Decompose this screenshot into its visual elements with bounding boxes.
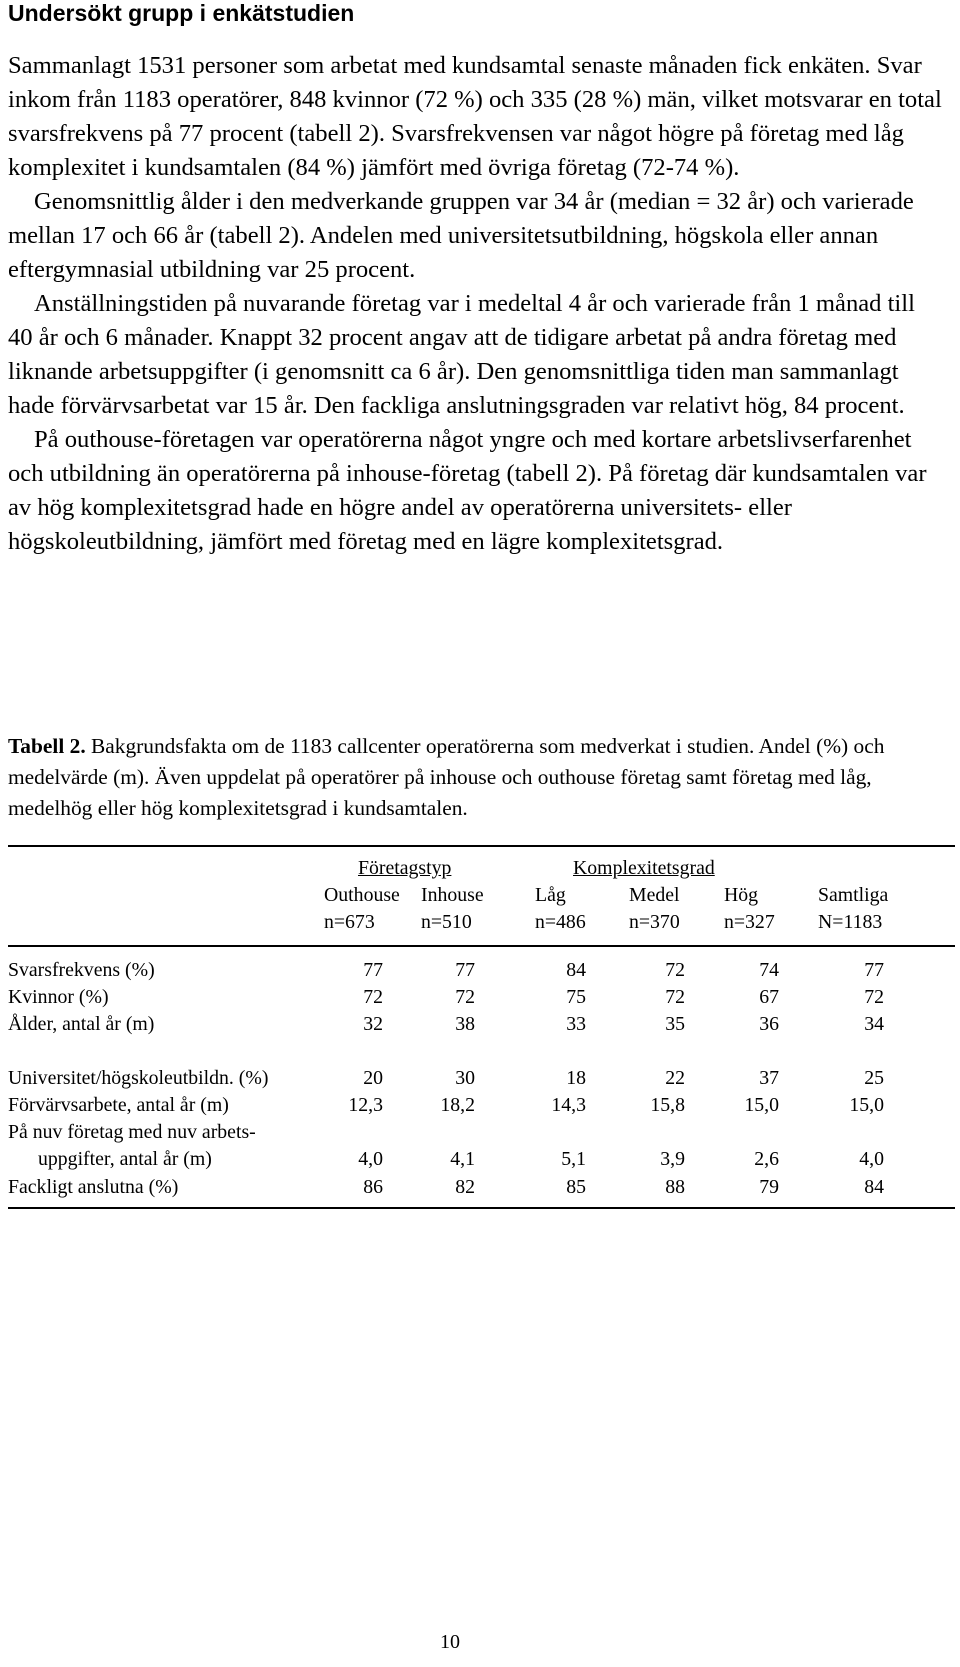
column-header-0: Outhouse [324,884,400,906]
table-bottom-rule [8,1207,955,1209]
group-header-foretagstyp: Företagstyp [358,857,452,879]
table-cell: 18 [566,1067,586,1089]
table-header-rule [8,945,955,947]
table-cell: 34 [864,1013,884,1035]
table-cell: 85 [566,1176,586,1198]
table-cell: 84 [566,959,586,981]
table-cell: 72 [665,986,685,1008]
table-cell: 72 [455,986,475,1008]
table-cell: 84 [864,1176,884,1198]
row-label: Förvärvsarbete, antal år (m) [8,1094,229,1116]
table-cell: 35 [665,1013,685,1035]
table-cell: 12,3 [348,1094,383,1116]
column-n-0: n=673 [324,911,375,933]
body-text [8,49,943,559]
paragraph-2: Genomsnittlig ålder i den medverkande gruppen var 34 år (median = 32 år) och varierade mellan 17 och 66 år (tabell 2). Andelen med universitetsutbildning, högskola eller annan eftergymnasial utbildning var 25 procent. [8,188,914,283]
column-header-1: Inhouse [421,884,484,906]
table-cell: 25 [864,1067,884,1089]
table-cell: 14,3 [551,1094,586,1116]
table-cell: 77 [455,959,475,981]
table-cell: 75 [566,986,586,1008]
table-cell: 82 [455,1176,475,1198]
row-label: På nuv företag med nuv arbets- [8,1121,256,1143]
table-cell: 88 [665,1176,685,1198]
table-cell: 30 [455,1067,475,1089]
caption-label: Tabell 2. [8,734,86,758]
table-top-rule [8,845,955,847]
caption-text: Bakgrundsfakta om de 1183 callcenter operatörerna som medverkat i studien. Andel (%) och medelvärde (m). Även uppdelat på operatörer på inhouse och outhouse företag samt företag med låg, medelhög eller hög komplexitetsgrad i kundsamtalen. [8,734,885,820]
table-cell: 72 [363,986,383,1008]
column-n-3: n=370 [629,911,680,933]
page-number: 10 [440,1631,460,1653]
table-cell: 4,1 [450,1148,475,1170]
table-cell: 79 [759,1176,779,1198]
table-cell: 77 [864,959,884,981]
column-n-2: n=486 [535,911,586,933]
table-cell: 72 [665,959,685,981]
table-cell: 36 [759,1013,779,1035]
paragraph-4: På outhouse-företagen var operatörerna något yngre och med kortare arbetslivserfarenhet och utbildning än operatörerna på inhouse-företag (tabell 2). På företag där kundsamtalen var av hög komplexitetsgrad hade en högre andel av operatörerna universitets- eller högskoleutbildning, jämfört med företag med en lägre komplexitetsgrad. [8,426,927,555]
row-label: Universitet/högskoleutbildn. (%) [8,1067,269,1089]
table-cell: 74 [759,959,779,981]
table-cell: 37 [759,1067,779,1089]
column-header-5: Samtliga [818,884,889,906]
paragraph-1: Sammanlagt 1531 personer som arbetat med kundsamtal senaste månaden fick enkäten. Svar inkom från 1183 operatörer, 848 kvinnor (72 %) och 335 (28 %) män, vilket motsvarar en total svarsfrekvens på 77 procent (tabell 2). Svarsfrekvensen var något högre på företag med låg komplexitet i kundsamtalen (84 %) jämfört med övriga företag (72-74 %). [8,52,942,181]
row-label: Ålder, antal år (m) [8,1013,155,1035]
table-cell: 18,2 [440,1094,475,1116]
table-cell: 67 [759,986,779,1008]
row-label: Fackligt anslutna (%) [8,1176,179,1198]
table-cell: 15,0 [849,1094,884,1116]
table-cell: 86 [363,1176,383,1198]
table-cell: 33 [566,1013,586,1035]
table-cell: 20 [363,1067,383,1089]
table-cell: 38 [455,1013,475,1035]
table-caption [8,731,943,824]
group-header-komplexitetsgrad: Komplexitetsgrad [573,857,715,879]
column-header-3: Medel [629,884,680,906]
row-label: Kvinnor (%) [8,986,109,1008]
table-cell: 4,0 [358,1148,383,1170]
table-cell: 22 [665,1067,685,1089]
paragraph-3: Anställningstiden på nuvarande företag var i medeltal 4 år och varierade från 1 månad till 40 år och 6 månader. Knappt 32 procent angav att de tidigare arbetat på andra företag med liknande arbetsuppgifter (i genomsnitt ca 6 år). Den genomsnittliga tiden man sammanlagt hade förvärvsarbetat var 15 år. Den fackliga anslutningsgraden var relativt hög, 84 procent. [8,290,915,419]
table-cell: 15,8 [650,1094,685,1116]
table-cell: 15,0 [744,1094,779,1116]
row-label-continued: uppgifter, antal år (m) [38,1148,212,1170]
row-label: Svarsfrekvens (%) [8,959,155,981]
table-cell: 72 [864,986,884,1008]
section-heading: Undersökt grupp i enkätstudien [8,0,355,26]
table-cell: 3,9 [660,1148,685,1170]
column-header-2: Låg [535,884,566,906]
table-cell: 2,6 [754,1148,779,1170]
table-cell: 4,0 [859,1148,884,1170]
table-cell: 5,1 [561,1148,586,1170]
column-n-5: N=1183 [818,911,883,933]
column-n-4: n=327 [724,911,775,933]
table-cell: 77 [363,959,383,981]
column-n-1: n=510 [421,911,472,933]
column-header-4: Hög [724,884,759,906]
table-cell: 32 [363,1013,383,1035]
